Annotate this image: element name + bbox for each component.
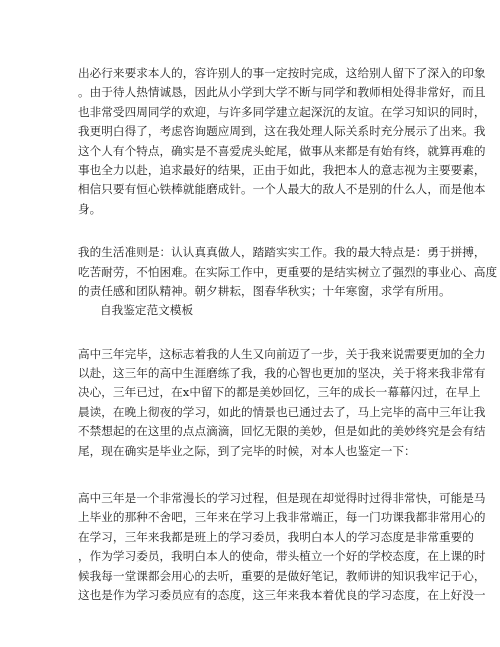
paragraph-spacer bbox=[78, 321, 426, 345]
text-line: ，作为学习委员，我明白本人的使命，带头植立一个好的学校态度，在上课的时 bbox=[78, 549, 486, 564]
text-line: 。由于待人热情诚恳，因此从小学到大学不断与同学和教师相处得非常好，而且 bbox=[78, 85, 486, 100]
text-line: 吃苦耐劳，不怕困难。在实际工作中，更重要的是结实树立了强烈的事业心、高度 bbox=[78, 264, 498, 279]
document-page bbox=[78, 64, 498, 605]
text-line: 相信只要有恒心铁棒就能磨成针。一个人最大的敌人不是别的什么人，而是他本 bbox=[78, 182, 486, 197]
text-line: 身。 bbox=[78, 201, 102, 216]
paragraph-spacer bbox=[78, 219, 426, 243]
paragraph-spacer bbox=[78, 461, 426, 489]
text-line: 出必行来要求本人的，容许别人的事一定按时完成，这给别人留下了深入的印象 bbox=[78, 66, 486, 80]
section-heading: 自我鉴定范文模板 bbox=[100, 303, 194, 318]
text-line: 以赴，这三年的高中生涯磨练了我，我的心智也更加的坚决，关于将来我非常有 bbox=[78, 366, 486, 381]
text-line: 晨读，在晚上彻夜的学习，如此的情景也已通过去了，马上完毕的高中三年让我 bbox=[78, 404, 486, 419]
text-line: 这个人有个特点，确实是不喜爱虎头蛇尾，做事从来都是有始有终，就算再难的 bbox=[78, 143, 486, 158]
text-line: 尾，现在确实是毕业之际，到了完毕的时候，对本人也鉴定一下： bbox=[78, 443, 416, 458]
text-line: 候我每一堂课都会用心的去听，重要的是做好笔记，教师讲的知识我牢记于心， bbox=[78, 568, 486, 583]
text-line: 高中三年是一个非常漫长的学习过程，但是现在却觉得时过得非常快，可能是马 bbox=[78, 491, 486, 506]
text-line: 我更明白得了，考虑咨询题应周到，这在我处理人际关系时充分展示了出来。我 bbox=[78, 124, 486, 139]
paragraph-life-principles bbox=[78, 243, 498, 301]
text-line: 的责任感和团队精神。朝夕耕耘，图春华秋实；十年寒窗，求学有所用。 bbox=[78, 283, 451, 298]
text-line: 在学习，三年来我都是班上的学习委员，我明白本人的学习态度是非常重要的 bbox=[78, 529, 474, 544]
text-line: 高中三年完毕，这标志着我的人生又向前迈了一步，关于我来说需要更加的全力 bbox=[78, 346, 486, 361]
text-line: 我的生活准则是：认认真真做人，踏踏实实工作。我的最大特点是：勇于拼搏， bbox=[78, 245, 486, 260]
paragraph-self-description bbox=[78, 64, 486, 219]
text-line: 决心，三年已过，在x中留下的都是美妙回忆，三年的成长一幕幕闪过，在早上 bbox=[78, 385, 481, 400]
paragraph-study-process bbox=[78, 489, 486, 605]
paragraph-graduation-intro bbox=[78, 345, 486, 461]
text-line: 也非常受四周同学的欢迎，与许多同学建立起深沉的友谊。在学习知识的同时， bbox=[78, 104, 486, 119]
text-line: 不禁想起的在这里的点点滴滴，回忆无限的美妙，但是如此的美妙终究是会有结 bbox=[78, 424, 486, 439]
text-line: 事也全力以赴，追求最好的结果，正由于如此，我把本人的意志视为主要要素， bbox=[78, 162, 486, 177]
text-line: 上毕业的那种不舍吧，三年来在学习上我非常端正，每一门功课我都非常用心的 bbox=[78, 510, 486, 525]
text-line: 这也是作为学习委员应有的态度，这三年来我本着优良的学习态度，在上好没一 bbox=[78, 587, 486, 602]
